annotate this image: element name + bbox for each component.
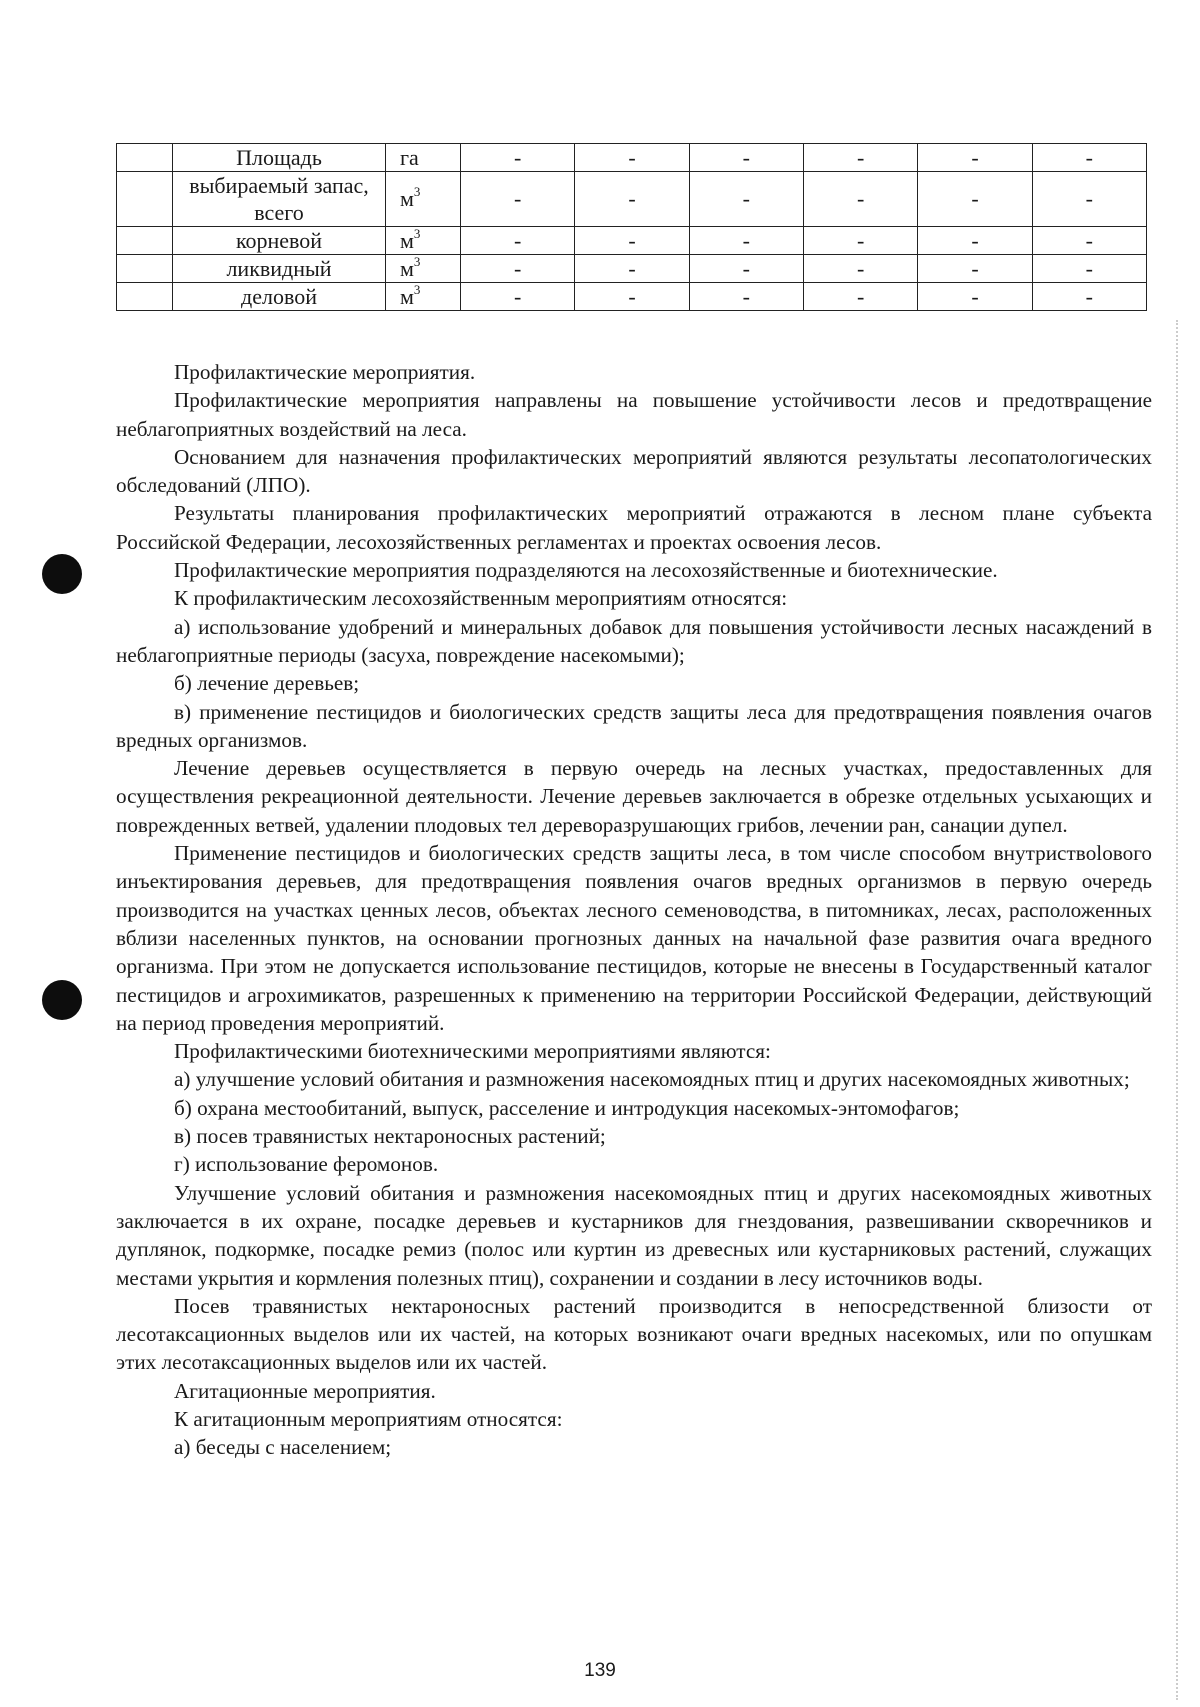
value-cell: -: [461, 227, 575, 255]
value-cell: -: [803, 255, 917, 283]
paragraph: Профилактические мероприятия направлены на повышение устойчивости лесов и предотвращение неблагоприятных воздействий на леса.: [116, 388, 1152, 441]
paragraph: К агитационным мероприятиям относятся:: [174, 1406, 563, 1431]
value-cell: -: [689, 227, 803, 255]
table-cell-empty: [117, 255, 173, 283]
unit-cell: [386, 172, 461, 227]
unit-cell: [386, 144, 461, 172]
value-cell: -: [918, 172, 1032, 227]
paragraph: а) улучшение условий обитания и размножения насекомоядных птиц и других насекомоядных животных;: [174, 1067, 1130, 1092]
table-cell-empty: [117, 172, 173, 227]
value-cell: -: [918, 227, 1032, 255]
value-cell: -: [575, 144, 689, 172]
paragraph: Улучшение условий обитания и размножения насекомоядных птиц и других насекомоядных животных заключается в их охране, посадке деревьев и кустарников для гнездования, развешивании скворечников и дуплянок, подкормке, посадке ремиз (полос или куртин из древесных или кустарниковых растений, служащих местами укрытия и кормления полезных птиц), сохранении и создании в лесу источников воды.: [116, 1180, 1152, 1290]
row-label: деловой: [173, 283, 386, 311]
value-cell: -: [1032, 227, 1146, 255]
paragraph: в) применение пестицидов и биологических средств защиты леса для предотвращения появления очагов вредных организмов.: [116, 699, 1152, 752]
unit-cell: [386, 283, 461, 311]
value-cell: -: [803, 227, 917, 255]
scan-edge: [1176, 320, 1180, 1700]
paragraph: б) лечение деревьев;: [174, 671, 360, 696]
value-cell: -: [1032, 172, 1146, 227]
value-cell: -: [461, 283, 575, 311]
unit-cell: [386, 227, 461, 255]
volume-table: [116, 143, 1147, 311]
paragraph: Применение пестицидов и биологических средств защиты леса, в том числе способом внутриствolового инъектирования деревьев, для предотвращения появления очагов вредных организмов в первую очередь производится на участках ценных лесов, объектах лесного семеноводства, в питомниках, лесах, расположенных вблизи населенных пунктов, на основании прогнозных данных на начальной фазе развития очага вредного организма. При этом не допускается использование пестицидов, которые не внесены в Государственный каталог пестицидов и агрохимикатов, разрешенных к применению на территории Российской Федерации, действующий на период проведения мероприятий.: [116, 841, 1152, 1035]
value-cell: -: [575, 227, 689, 255]
paragraph: в) посев травянистых нектароносных растений;: [174, 1124, 606, 1149]
value-cell: -: [1032, 283, 1146, 311]
value-cell: -: [689, 144, 803, 172]
value-cell: -: [575, 172, 689, 227]
value-cell: -: [689, 172, 803, 227]
punch-hole: [42, 554, 82, 594]
table-row: [117, 172, 1147, 227]
paragraph: Результаты планирования профилактических мероприятий отражаются в лесном плане субъекта Российской Федерации, лесохозяйственных регламентах и проектах освоения лесов.: [116, 501, 1152, 554]
paragraph: Основанием для назначения профилактических мероприятий являются результаты лесопатологических обследований (ЛПО).: [116, 444, 1152, 498]
unit-exponent: 3: [413, 281, 421, 297]
table-row: [117, 255, 1147, 283]
value-cell: -: [1032, 144, 1146, 172]
table-cell-empty: [117, 283, 173, 311]
paragraph: Агитационные мероприятия.: [174, 1378, 436, 1403]
row-label: ликвидный: [173, 255, 386, 283]
value-cell: -: [461, 255, 575, 283]
value-cell: -: [689, 283, 803, 311]
paragraph: Профилактические мероприятия.: [174, 360, 476, 384]
paragraph: Лечение деревьев осуществляется в первую очередь на лесных участках, предоставленных для осуществления рекреационной деятельности. Лечение деревьев заключается в обрезке отдельных усыхающих и поврежденных ветвей, удалении плодовых тел дереворазрушающих грибов, лечении ран, санации дупел.: [116, 756, 1152, 837]
unit-exponent: 3: [413, 225, 421, 241]
value-cell: -: [689, 255, 803, 283]
page-number: 139: [584, 1660, 616, 1681]
value-cell: -: [918, 283, 1032, 311]
unit-cell: [386, 255, 461, 283]
paragraph: г) использование феромонов.: [174, 1152, 439, 1177]
unit-label: га: [400, 144, 419, 170]
body-text: [116, 358, 1152, 1462]
unit-exponent: 3: [413, 253, 421, 269]
value-cell: -: [803, 172, 917, 227]
value-cell: -: [575, 255, 689, 283]
paragraph: б) охрана местообитаний, выпуск, расселение и интродукция насекомых-энтомофагов;: [174, 1095, 960, 1120]
unit-label: м: [400, 283, 414, 309]
paragraph: Профилактическими биотехническими мероприятиями являются:: [174, 1039, 771, 1064]
value-cell: -: [461, 172, 575, 227]
table-row: [117, 227, 1147, 255]
table-cell-empty: [117, 227, 173, 255]
paragraph: Посев травянистых нектароносных растений производится в непосредственной близости от лесотаксационных выделов или их частей, на которых возникают очаги вредных насекомых, или по опушкам этих лесотаксационных выделов или их частей.: [116, 1293, 1152, 1375]
table-row: [117, 144, 1147, 172]
row-label: корневой: [173, 227, 386, 255]
unit-label: м: [400, 255, 414, 281]
unit-label: м: [400, 227, 414, 253]
table-row: [117, 283, 1147, 311]
unit-exponent: 3: [413, 184, 421, 199]
row-label: выбираемый запас, всего: [173, 172, 386, 227]
unit-label: м: [400, 186, 414, 211]
paragraph: К профилактическим лесохозяйственным мероприятиям относятся:: [174, 586, 788, 611]
value-cell: -: [803, 283, 917, 311]
value-cell: -: [803, 144, 917, 172]
paragraph: а) использование удобрений и минеральных добавок для повышения устойчивости лесных насаждений в неблагоприятные периоды (засуха, повреждение насекомыми);: [116, 614, 1152, 667]
table-cell-empty: [117, 144, 173, 172]
value-cell: -: [1032, 255, 1146, 283]
value-cell: -: [918, 144, 1032, 172]
paragraph: Профилактические мероприятия подразделяются на лесохозяйственные и биотехнические.: [174, 558, 998, 583]
value-cell: -: [461, 144, 575, 172]
value-cell: -: [575, 283, 689, 311]
value-cell: -: [918, 255, 1032, 283]
paragraph: а) беседы с населением;: [174, 1435, 392, 1460]
punch-hole: [42, 980, 82, 1020]
row-label: Площадь: [173, 144, 386, 172]
